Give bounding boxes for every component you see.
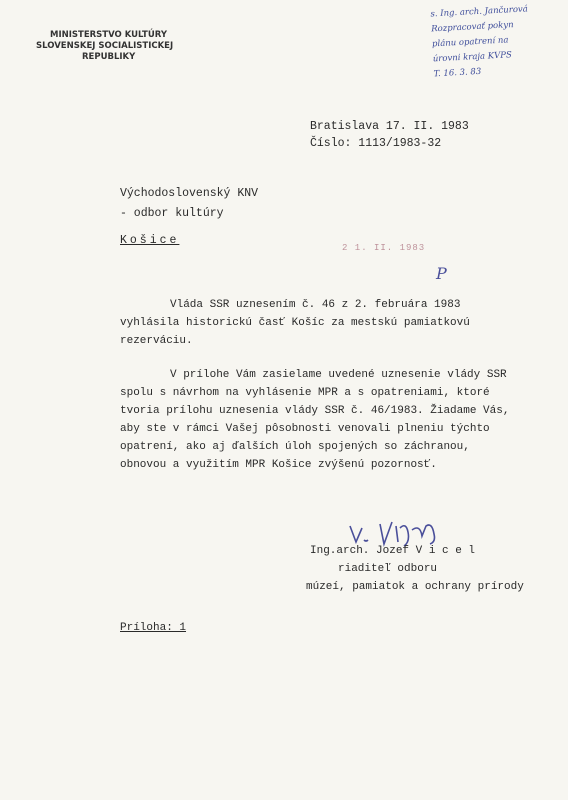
addressee-line-1: Východoslovenský KNV (120, 187, 259, 200)
addressee-city: Košice (120, 234, 180, 247)
handwritten-note-line: s. Ing. arch. Jančurová (430, 4, 529, 20)
place-date: Bratislava 17. II. 1983 (310, 120, 469, 133)
addressee-line-2: - odbor kultúry (120, 207, 224, 220)
letterhead-line-1: MINISTERSTVO KULTÚRY (50, 30, 167, 40)
handwritten-note-line: plánu opatrení na (431, 35, 509, 50)
ministry-letterhead (36, 30, 173, 63)
addressee-block (120, 184, 258, 224)
attachment-note: Príloha: 1 (120, 622, 187, 634)
handwritten-note-line: T. 16. 3. 83 (433, 66, 482, 80)
date-reference-block (310, 118, 469, 152)
letterhead-line-2: SLOVENSKEJ SOCIALISTICKEJ (36, 41, 174, 51)
body-paragraph-1: Vláda SSR uznesením č. 46 z 2. februára 1983 vyhlásila historickú časť Košíc za mestskú pamiatkovú rezerváciu. (120, 299, 470, 347)
received-date-stamp: 2 1. II. 1983 (342, 243, 426, 253)
handwritten-note-line: Rozpracovať pokyn (431, 20, 514, 35)
handwritten-note-line: úrovni kraja KVPS (432, 50, 513, 65)
handwritten-initial: P (436, 264, 447, 283)
letterhead-line-3: REPUBLIKY (82, 52, 136, 62)
body-paragraph-2: V prílohe Vám zasielame uvedené uznesenie vlády SSR spolu s návrhom na vyhlásenie MPR a s opatreniami, ktoré tvoria prílohu uznesenia vlády SSR č. 46/1983. Žiadame Vás, aby ste v rámci Vašej pôsobnosti venovali plneniu týchto opatrení, ako aj ďalších úloh spojených so záchranou, obnovou a využitím MPR Košice zvýšenú pozornosť. (120, 369, 510, 471)
signer-name: Ing.arch. Jozef V i c e l (310, 545, 476, 557)
letter-body (120, 296, 520, 490)
handwritten-note (430, 1, 564, 83)
signer-title-2: múzeí, pamiatok a ochrany prírody (306, 581, 524, 593)
signer-title-1: riaditeľ odboru (338, 563, 438, 575)
reference-number: Číslo: 1113/1983-32 (310, 137, 442, 150)
signer-block (260, 542, 524, 596)
